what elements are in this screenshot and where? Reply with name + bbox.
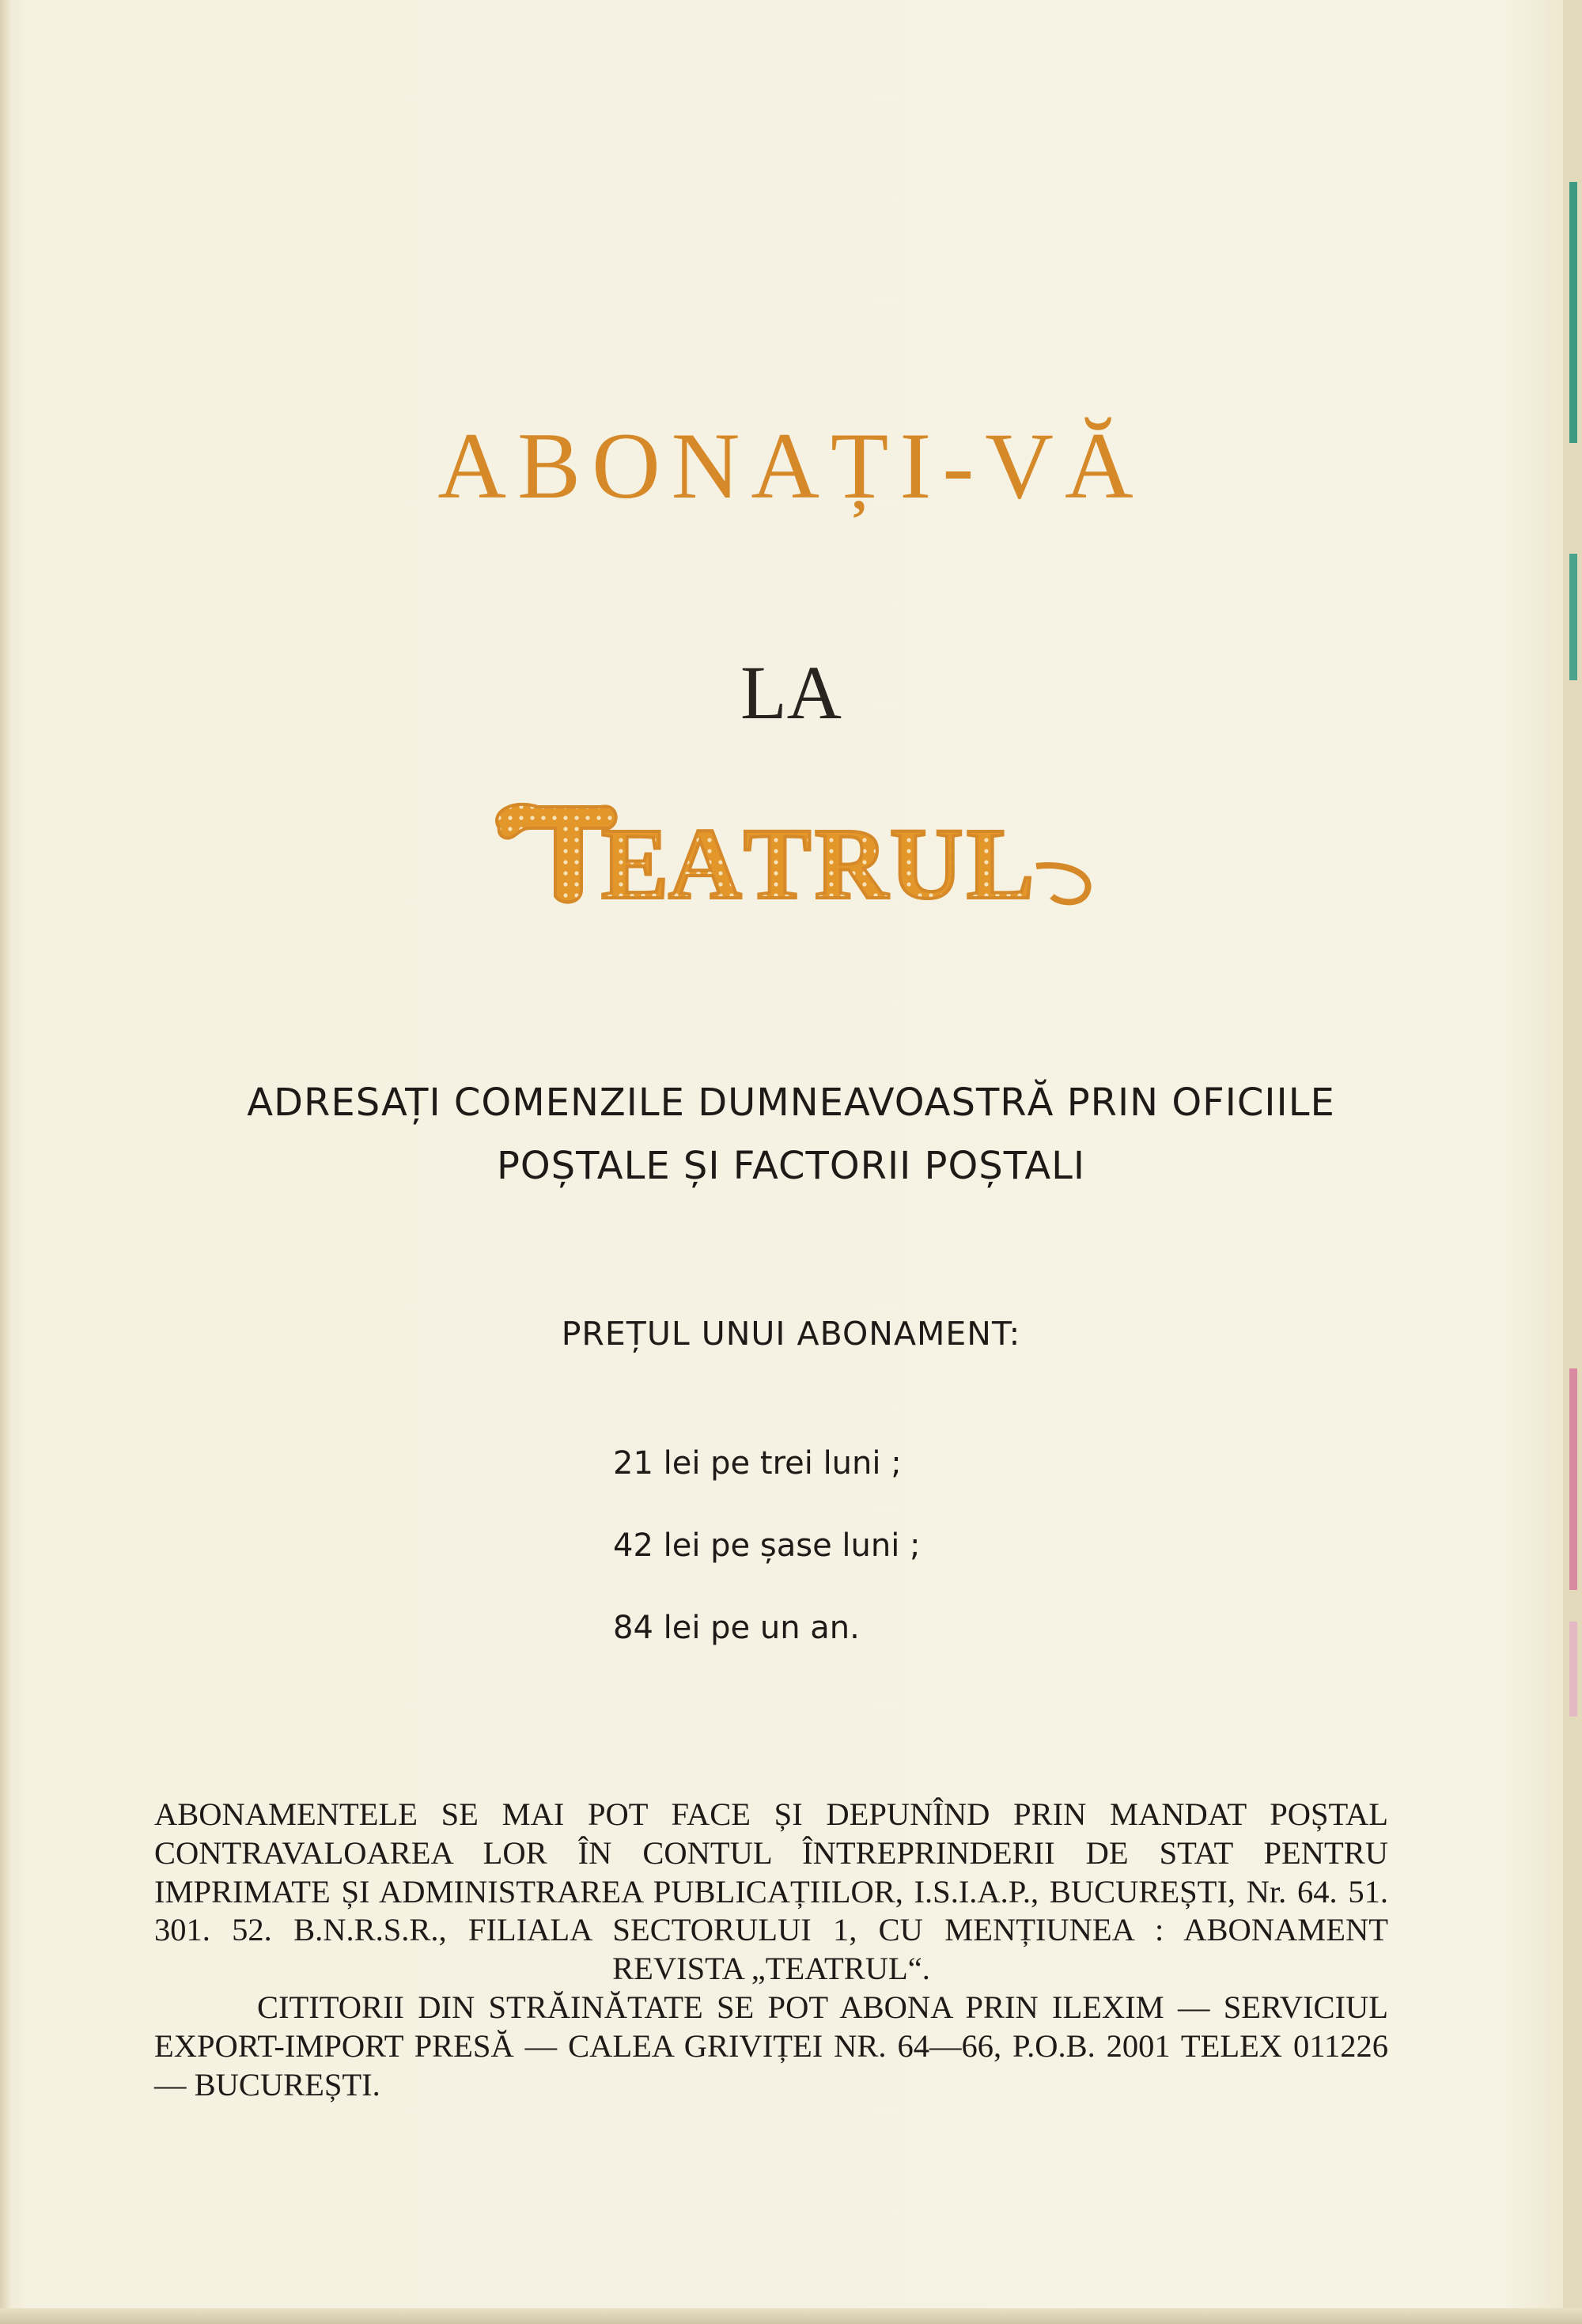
price-list bbox=[613, 1440, 921, 1686]
price-item-one-year: 84 lei pe un an. bbox=[613, 1610, 860, 1646]
teatrul-logo bbox=[483, 779, 1099, 914]
la-text: LA bbox=[740, 650, 842, 735]
paragraph-mandat-postal: ABONAMENTELE SE MAI POT FACE ȘI DEPUNÎND PRIN MANDAT POȘTAL CONTRAVALOAREA LOR ÎN CONTUL ÎNTREPRINDERII DE STAT PENTRU IMPRIMATE ȘI ADMINISTRAREA PUBLICAȚIILOR, I.S.I.A.P., BUCUREȘTI, Nr. 64. 51. 301. 52. B.N.R.S.R., FILIALA SECTORULUI 1, CU MENȚIUNEA : ABONAMENT REVISTA „TEATRUL“. bbox=[154, 1796, 1388, 1987]
color-tab-pink-2 bbox=[1569, 1622, 1577, 1717]
page-bottom-edge bbox=[0, 2308, 1582, 2324]
svg-text:U: U bbox=[890, 808, 963, 914]
subscription-info bbox=[154, 1796, 1388, 2104]
svg-text:L: L bbox=[967, 808, 1035, 914]
paragraph-foreign-readers: CITITORII DIN STRĂINĂTATE SE POT ABONA PRIN ILEXIM — SERVICIUL EXPORT-IMPORT PRESĂ — CALEA GRIVIȚEI NR. 64—66, P.O.B. 2001 TELEX 011226 — BUCUREȘTI. bbox=[154, 1989, 1388, 2103]
price-item-three-months: 21 lei pe trei luni ; bbox=[613, 1445, 902, 1482]
color-tab-green bbox=[1569, 182, 1577, 443]
svg-text:A: A bbox=[668, 808, 742, 914]
svg-text:E: E bbox=[601, 808, 669, 914]
teatrul-logo-graphic bbox=[483, 779, 1099, 914]
price-item-six-months: 42 lei pe șase luni ; bbox=[613, 1527, 921, 1564]
svg-text:R: R bbox=[815, 808, 888, 914]
color-tab-pink bbox=[1569, 1368, 1577, 1590]
svg-text:T: T bbox=[744, 808, 812, 914]
address-line-1: ADRESAȚI COMENZILE DUMNEAVOASTRĂ PRIN OFICIILE bbox=[247, 1081, 1335, 1125]
address-line-2: POȘTALE ȘI FACTORII POȘTALI bbox=[496, 1144, 1086, 1188]
page-heading: ABONAȚI-VĂ bbox=[437, 413, 1145, 518]
price-title: PREȚUL UNUI ABONAMENT: bbox=[561, 1315, 1021, 1353]
